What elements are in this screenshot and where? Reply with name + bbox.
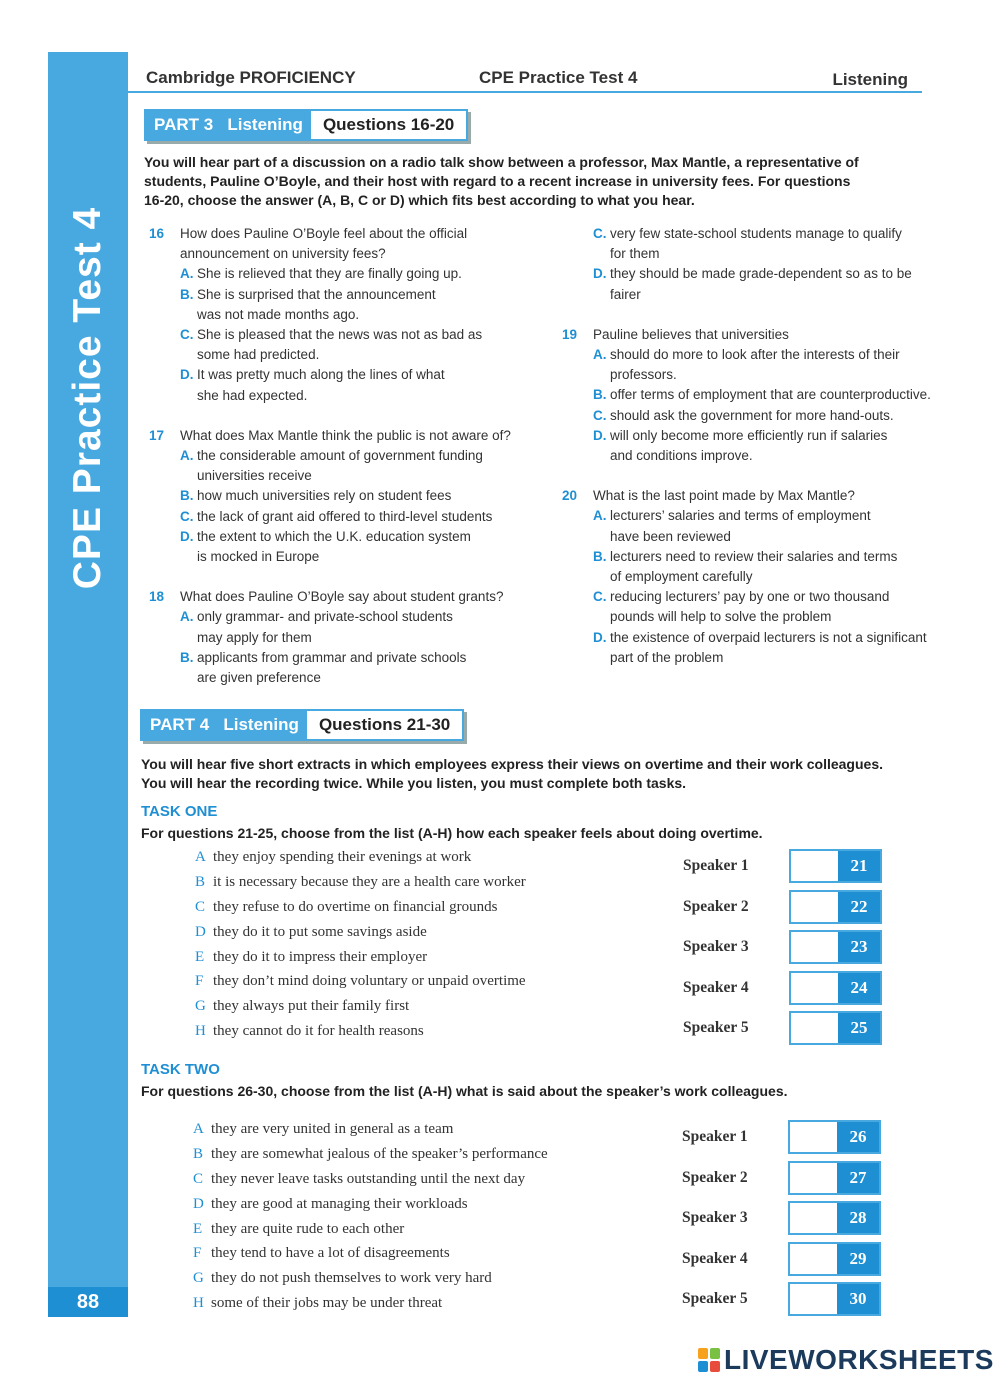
option-letter: C. bbox=[593, 589, 607, 605]
answer-box bbox=[789, 849, 882, 883]
question-stem bbox=[149, 587, 554, 607]
task-one-options bbox=[195, 845, 645, 1044]
option-letter: E bbox=[193, 1220, 203, 1237]
answer-input[interactable] bbox=[791, 892, 838, 922]
question-number: 23 bbox=[838, 932, 880, 962]
part3-left-column bbox=[149, 224, 554, 708]
question-number: 16 bbox=[149, 226, 165, 241]
option-text: She is relieved that they are finally going up. bbox=[197, 266, 462, 282]
answer-box bbox=[788, 1201, 881, 1235]
answer-option bbox=[562, 628, 962, 668]
option-letter: D. bbox=[180, 528, 194, 544]
answer-input[interactable] bbox=[790, 1203, 837, 1233]
part3-banner bbox=[144, 109, 468, 141]
speaker-label: Speaker 5 bbox=[682, 1290, 748, 1307]
option-text: how much universities rely on student fees bbox=[197, 488, 452, 504]
option-letter: A. bbox=[180, 448, 194, 464]
answer-option bbox=[149, 365, 554, 405]
question-stem bbox=[562, 486, 962, 506]
speaker-label: Speaker 1 bbox=[682, 1128, 748, 1145]
part4-questions-label: Questions 21-30 bbox=[307, 711, 462, 739]
answer-box bbox=[788, 1242, 881, 1276]
list-item bbox=[193, 1167, 643, 1192]
option-letter: D bbox=[193, 1195, 204, 1212]
question-text-cont: announcement on university fees? bbox=[180, 246, 386, 262]
option-text: lecturers’ salaries and terms of employment have been reviewed bbox=[610, 508, 871, 544]
answer-box bbox=[788, 1282, 881, 1316]
option-text: they tend to have a lot of disagreements bbox=[211, 1245, 450, 1262]
answer-box bbox=[789, 1011, 882, 1045]
option-letter: B bbox=[195, 873, 206, 890]
option-text: She is pleased that the news was not as bad as some had predicted. bbox=[197, 327, 483, 363]
answer-option bbox=[562, 587, 962, 627]
part4-banner bbox=[140, 709, 464, 741]
option-letter: F bbox=[195, 973, 204, 990]
sidebar-title: CPE Practice Test 4 bbox=[66, 206, 109, 589]
answer-option bbox=[562, 385, 962, 405]
answer-option bbox=[149, 325, 554, 365]
answer-option bbox=[149, 507, 554, 527]
option-text: will only become more efficiently run if salaries and conditions improve. bbox=[610, 427, 888, 464]
part3-intro bbox=[144, 153, 934, 210]
option-text: it is necessary because they are a health care worker bbox=[213, 873, 526, 890]
option-text: they do not push themselves to work very hard bbox=[211, 1270, 492, 1287]
option-text: should do more to look after the interests of their professors. bbox=[610, 347, 900, 383]
answer-option bbox=[149, 486, 554, 506]
speaker-row bbox=[683, 971, 882, 1005]
answer-input[interactable] bbox=[790, 1122, 837, 1152]
option-letter: D. bbox=[593, 427, 607, 443]
speaker-row bbox=[683, 1011, 882, 1045]
option-letter: C bbox=[193, 1170, 204, 1187]
option-text: She is surprised that the announcement was not made months ago. bbox=[197, 286, 436, 322]
option-letter: D bbox=[195, 923, 206, 940]
speaker-label: Speaker 2 bbox=[683, 897, 749, 915]
answer-input[interactable] bbox=[791, 973, 838, 1003]
option-letter: B. bbox=[593, 387, 607, 403]
liveworksheets-logo-icon bbox=[698, 1348, 720, 1372]
option-letter: A. bbox=[180, 609, 194, 625]
answer-box bbox=[789, 971, 882, 1005]
header-exam-name: Cambridge PROFICIENCY bbox=[146, 68, 356, 87]
speaker-label: Speaker 1 bbox=[683, 857, 749, 874]
option-text: they refuse to do overtime on financial grounds bbox=[213, 898, 498, 915]
task-one-instruction: For questions 21-25, choose from the list (A-H) how each speaker feels about doing overtime. bbox=[141, 825, 763, 841]
answer-input[interactable] bbox=[791, 1013, 838, 1043]
question-number: 24 bbox=[838, 973, 880, 1003]
speaker-row bbox=[682, 1282, 881, 1316]
option-text: applicants from grammar and private schools are given preference bbox=[197, 649, 467, 686]
option-text: only grammar- and private-school students may apply for them bbox=[197, 609, 453, 645]
liveworksheets-logo-text: LIVEWORKSHEETS bbox=[724, 1344, 994, 1375]
option-text: they cannot do it for health reasons bbox=[213, 1023, 424, 1040]
liveworksheets-logo bbox=[698, 1344, 994, 1376]
question-17 bbox=[149, 426, 554, 567]
answer-option bbox=[149, 527, 554, 567]
option-letter: A bbox=[193, 1120, 204, 1137]
answer-option bbox=[562, 506, 962, 546]
list-item bbox=[193, 1217, 643, 1242]
answer-option bbox=[562, 345, 962, 385]
option-letter: D. bbox=[593, 266, 607, 282]
option-letter: D. bbox=[593, 629, 607, 645]
speaker-label: Speaker 2 bbox=[682, 1168, 748, 1186]
answer-option bbox=[149, 607, 554, 647]
part3-questions-label: Questions 16-20 bbox=[311, 111, 466, 139]
speaker-row bbox=[682, 1120, 881, 1154]
question-number: 22 bbox=[838, 892, 880, 922]
option-letter: A. bbox=[593, 347, 607, 363]
option-text: they never leave tasks outstanding until the next day bbox=[211, 1170, 526, 1187]
page-number: 88 bbox=[48, 1287, 128, 1317]
intro-line: You will hear part of a discussion on a radio talk show between a professor, Max Mantle, a representative of bbox=[144, 154, 859, 170]
list-item bbox=[193, 1192, 643, 1217]
option-text: they should be made grade-dependent so as to be fairer bbox=[610, 266, 912, 302]
question-18 bbox=[149, 587, 554, 688]
option-text: some of their jobs may be under threat bbox=[211, 1295, 443, 1312]
question-number: 27 bbox=[837, 1163, 879, 1193]
question-number: 20 bbox=[562, 488, 578, 504]
speaker-row bbox=[683, 930, 882, 964]
speaker-row bbox=[683, 849, 882, 883]
task-two-options bbox=[193, 1117, 643, 1316]
question-number: 29 bbox=[837, 1244, 879, 1274]
option-letter: A. bbox=[593, 508, 607, 524]
option-text: offer terms of employment that are counterproductive. bbox=[610, 387, 931, 403]
question-number: 19 bbox=[562, 326, 578, 342]
question-text: What does Pauline O’Boyle say about student grants? bbox=[180, 589, 504, 605]
answer-box bbox=[789, 930, 882, 964]
option-letter: C. bbox=[593, 407, 607, 423]
list-item bbox=[193, 1241, 643, 1266]
answer-input[interactable] bbox=[791, 851, 838, 881]
option-text: lecturers need to review their salaries and terms of employment carefully bbox=[610, 548, 898, 585]
option-letter: F bbox=[193, 1245, 202, 1262]
speaker-label: Speaker 4 bbox=[683, 978, 749, 996]
option-text: they don’t mind doing voluntary or unpaid overtime bbox=[213, 973, 526, 990]
question-text: Pauline believes that universities bbox=[593, 326, 789, 342]
list-item bbox=[195, 845, 645, 870]
task-two-title: TASK TWO bbox=[141, 1061, 220, 1078]
answer-option bbox=[562, 547, 962, 587]
answer-option bbox=[149, 285, 554, 325]
answer-option bbox=[562, 426, 962, 466]
header-section-name: Listening bbox=[832, 70, 908, 89]
question-text: What does Max Mantle think the public is not aware of? bbox=[180, 427, 511, 443]
option-text: they do it to put some savings aside bbox=[213, 923, 427, 940]
list-item bbox=[193, 1291, 643, 1316]
option-letter: G bbox=[195, 998, 206, 1015]
answer-option bbox=[149, 648, 554, 688]
option-text: the extent to which the U.K. education system is mocked in Europe bbox=[197, 528, 471, 565]
list-item bbox=[195, 945, 645, 970]
option-letter: H bbox=[193, 1295, 204, 1312]
option-text: very few state-school students manage to qualify for them bbox=[610, 226, 902, 262]
part3-label: PART 3 Listening bbox=[146, 111, 311, 139]
answer-box bbox=[788, 1161, 881, 1195]
intro-line: 16-20, choose the answer (A, B, C or D) which fits best according to what you hear. bbox=[144, 192, 695, 208]
intro-line: students, Pauline O’Boyle, and their host with regard to a recent increase in university fees. For questions bbox=[144, 173, 851, 189]
option-text: the considerable amount of government funding universities receive bbox=[197, 448, 483, 484]
option-letter: E bbox=[195, 948, 205, 965]
answer-box bbox=[789, 890, 882, 924]
list-item bbox=[195, 920, 645, 945]
question-20 bbox=[562, 486, 962, 668]
answer-option bbox=[562, 224, 962, 264]
intro-line: You will hear five short extracts in which employees express their views on overtime and their work colleagues. bbox=[141, 756, 883, 772]
speaker-label: Speaker 3 bbox=[682, 1209, 748, 1226]
speaker-row bbox=[682, 1161, 881, 1195]
list-item bbox=[193, 1266, 643, 1291]
option-letter: B. bbox=[180, 649, 194, 665]
speaker-label: Speaker 3 bbox=[683, 938, 749, 955]
option-letter: B. bbox=[180, 488, 194, 504]
option-letter: B. bbox=[180, 286, 194, 302]
option-letter: C bbox=[195, 898, 206, 915]
option-text: It was pretty much along the lines of what she had expected. bbox=[197, 367, 445, 403]
question-number: 18 bbox=[149, 589, 165, 605]
question-number: 30 bbox=[837, 1284, 879, 1314]
answer-input[interactable] bbox=[790, 1284, 837, 1314]
question-19 bbox=[562, 325, 962, 466]
option-text: they are quite rude to each other bbox=[211, 1220, 405, 1237]
question-number: 26 bbox=[837, 1122, 879, 1152]
option-letter: C. bbox=[180, 327, 194, 343]
speaker-row bbox=[683, 890, 882, 924]
speaker-row bbox=[682, 1201, 881, 1235]
question-stem bbox=[149, 426, 554, 446]
option-text: they always put their family first bbox=[213, 998, 410, 1015]
question-stem bbox=[149, 224, 554, 244]
question-number: 17 bbox=[149, 427, 165, 443]
list-item bbox=[195, 870, 645, 895]
header-rule bbox=[128, 91, 922, 93]
answer-option bbox=[562, 264, 962, 304]
header-test-name: CPE Practice Test 4 bbox=[479, 68, 638, 87]
option-letter: C. bbox=[180, 508, 194, 524]
option-text: they do it to impress their employer bbox=[213, 948, 428, 965]
answer-input[interactable] bbox=[790, 1163, 837, 1193]
part4-label: PART 4 Listening bbox=[142, 711, 307, 739]
speaker-row bbox=[682, 1242, 881, 1276]
question-16 bbox=[149, 224, 554, 406]
answer-option bbox=[562, 406, 962, 426]
question-text: How does Pauline O’Boyle feel about the official bbox=[180, 226, 468, 241]
option-letter: B bbox=[193, 1145, 204, 1162]
intro-line: You will hear the recording twice. While you listen, you must complete both tasks. bbox=[141, 775, 687, 791]
speaker-label: Speaker 4 bbox=[682, 1249, 748, 1267]
list-item bbox=[193, 1117, 643, 1142]
option-letter: B. bbox=[593, 548, 607, 564]
answer-option bbox=[149, 446, 554, 486]
option-text: they enjoy spending their evenings at work bbox=[213, 848, 472, 865]
task-two-instruction: For questions 26-30, choose from the list (A-H) what is said about the speaker’s work colleagues. bbox=[141, 1083, 788, 1099]
option-letter: A. bbox=[180, 266, 194, 282]
option-text: they are very united in general as a team bbox=[211, 1120, 454, 1137]
answer-box bbox=[788, 1120, 881, 1154]
list-item bbox=[195, 1019, 645, 1044]
option-letter: C. bbox=[593, 226, 607, 241]
list-item bbox=[195, 895, 645, 920]
option-text: the lack of grant aid offered to third-level students bbox=[197, 508, 493, 524]
option-letter: H bbox=[195, 1023, 206, 1040]
speaker-label: Speaker 5 bbox=[683, 1019, 749, 1036]
answer-option bbox=[149, 264, 554, 284]
option-text: reducing lecturers’ pay by one or two thousand pounds will help to solve the problem bbox=[610, 589, 890, 625]
list-item bbox=[195, 994, 645, 1019]
task-one-title: TASK ONE bbox=[141, 803, 218, 820]
question-continued bbox=[562, 224, 962, 305]
question-stem bbox=[562, 325, 962, 345]
list-item bbox=[195, 969, 645, 994]
question-text: What is the last point made by Max Mantle? bbox=[593, 488, 855, 504]
list-item bbox=[193, 1142, 643, 1167]
question-number: 28 bbox=[837, 1203, 879, 1233]
option-letter: A bbox=[195, 848, 206, 865]
part4-intro bbox=[141, 755, 941, 793]
answer-input[interactable] bbox=[790, 1244, 837, 1274]
option-text: should ask the government for more hand-outs. bbox=[610, 407, 894, 423]
option-letter: D. bbox=[180, 367, 194, 383]
question-number: 25 bbox=[838, 1013, 880, 1043]
part3-right-column bbox=[562, 224, 962, 688]
option-text: the existence of overpaid lecturers is not a significant part of the problem bbox=[610, 629, 927, 665]
answer-input[interactable] bbox=[791, 932, 838, 962]
option-letter: G bbox=[193, 1270, 204, 1287]
option-text: they are good at managing their workloads bbox=[211, 1195, 468, 1212]
question-number: 21 bbox=[838, 851, 880, 881]
option-text: they are somewhat jealous of the speaker’s performance bbox=[211, 1145, 548, 1162]
